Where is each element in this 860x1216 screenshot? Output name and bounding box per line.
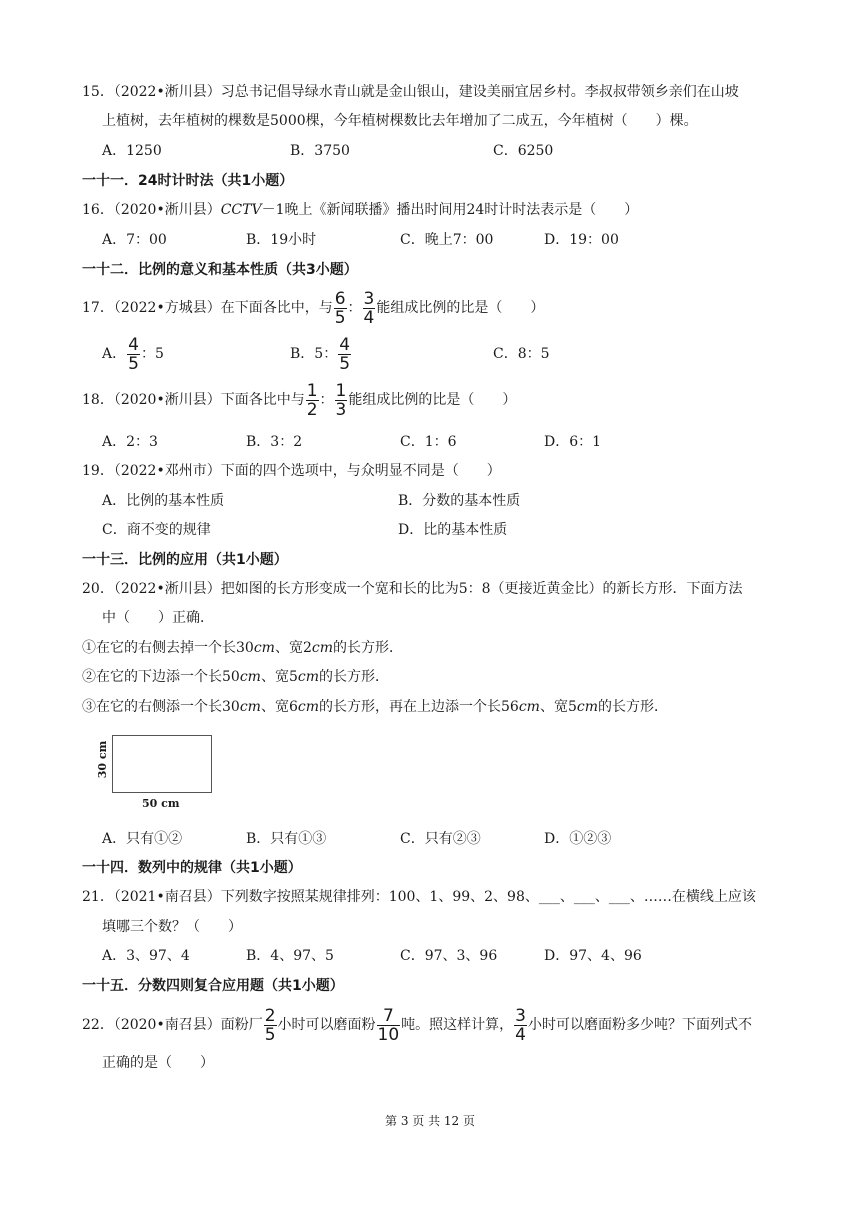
q18-option-b: B．3：2 bbox=[246, 434, 303, 450]
q20-line2: 中（ ）正确． bbox=[102, 610, 214, 626]
q15-line1: 15．（2022•淅川县）习总书记倡导绿水青山就是金山银山，建设美丽宜居乡村。李叔叔带领乡亲们在山坡 bbox=[82, 84, 739, 100]
q16-cctv: CCTV bbox=[220, 202, 262, 218]
q18-option-d: D．6：1 bbox=[544, 434, 602, 450]
q15-option-b: B．3750 bbox=[290, 143, 350, 159]
q17-option-b-fraction: $\frac{4}{5}$ bbox=[339, 334, 351, 374]
q16-stem bbox=[82, 200, 638, 220]
q20-option-b: B．只有①③ bbox=[246, 831, 327, 847]
section-heading-11: 一十一．24时计时法（共1小题） bbox=[82, 173, 294, 189]
q19-option-d: D．比的基本性质 bbox=[398, 522, 508, 538]
q22-fraction-2: $\frac{7}{10}$ bbox=[377, 1005, 400, 1045]
q21-line1: 21．（2021•南召县）下列数字按照某规律排列：100、1、99、2、98、___、___、___、……在横线上应该 bbox=[82, 889, 756, 905]
q15-line2: 上植树，去年植树的棵数是5000棵，今年植树棵数比去年增加了二成五，今年植树（ ）棵。 bbox=[102, 113, 698, 129]
q17-option-a: A． $\frac{4}{5}$ ：5 bbox=[102, 334, 164, 374]
q20-option-c: C．只有②③ bbox=[400, 831, 481, 847]
q20-line1: 20．（2022•淅川县）把如图的长方形变成一个宽和长的比为5：8（更接近黄金比）的新长方形．下面方法 bbox=[82, 581, 743, 597]
q18-stem bbox=[82, 380, 516, 420]
q19-stem: 19．（2022•邓州市）下面的四个选项中，与众明显不同是（ ） bbox=[82, 463, 501, 479]
q16-option-a: A．7：00 bbox=[102, 232, 167, 248]
q16-prefix: 16．（2020•淅川县） bbox=[82, 202, 221, 218]
q17-option-b: B．5： $\frac{4}{5}$ bbox=[290, 334, 351, 374]
q17-prefix: 17．（2022•方城县）在下面各比中，与 bbox=[82, 300, 333, 316]
q22-fraction-3: $\frac{3}{4}$ bbox=[515, 1005, 526, 1045]
q20-option-d: D．①②③ bbox=[544, 831, 612, 847]
q21-option-b: B．4、97、5 bbox=[246, 948, 334, 964]
q17-fraction-1: $\frac{6}{5}$ bbox=[334, 288, 346, 328]
section-heading-12: 一十二．比例的意义和基本性质（共3小题） bbox=[82, 262, 358, 278]
q18-option-a: A．2：3 bbox=[102, 434, 158, 450]
q18-colon: ： bbox=[319, 392, 334, 408]
q19-option-a: A．比例的基本性质 bbox=[102, 493, 225, 509]
q17-fraction-2: $\frac{3}{4}$ bbox=[363, 288, 375, 328]
q18-fraction-1: $\frac{1}{2}$ bbox=[306, 380, 318, 420]
section-heading-14: 一十四．数列中的规律（共1小题） bbox=[82, 860, 302, 876]
q22-stem: 22．（2020•南召县）面粉厂 $\frac{2}{5}$ 小时可以磨面粉 $\frac{7}{10}$ 吨。照这样计算， $\frac{3}{4}$ 小时可以磨面粉多少吨？下面列式不 bbox=[82, 1005, 752, 1045]
q18-fraction-2: $\frac{1}{3}$ bbox=[335, 380, 347, 420]
q16-rest: －1晚上《新闻联播》播出时间用24时计时法表示是（ ） bbox=[261, 202, 639, 218]
q21-option-a: A．3、97、4 bbox=[102, 948, 190, 964]
q17-option-c: C．8：5 bbox=[493, 346, 550, 362]
q21-line2: 填哪三个数？（ ） bbox=[102, 919, 242, 935]
q22-line2: 正确的是（ ） bbox=[102, 1055, 214, 1071]
q20-method-1: ①在它的右侧去掉一个长30cm、宽2cm的长方形． bbox=[82, 640, 403, 656]
q17-colon: ： bbox=[347, 300, 362, 316]
q21-option-c: C．97、3、96 bbox=[400, 948, 498, 964]
q20-method-2: ②在它的下边添一个长50cm、宽5cm的长方形． bbox=[82, 669, 389, 685]
q20-rectangle-figure bbox=[88, 723, 218, 813]
q20-option-a: A．只有①② bbox=[102, 831, 183, 847]
q17-option-a-fraction: $\frac{4}{5}$ bbox=[128, 334, 139, 374]
q17-suffix: 能组成比例的比是（ ） bbox=[376, 300, 545, 316]
section-heading-15: 一十五．分数四则复合应用题（共1小题） bbox=[82, 978, 344, 994]
q20-method-3: ③在它的右侧添一个长30cm、宽6cm的长方形，再在上边添一个长56cm、宽5cm的长方形． bbox=[82, 699, 668, 715]
q15-option-c: C．6250 bbox=[493, 143, 554, 159]
q20-rectangle bbox=[112, 735, 212, 793]
q22-fraction-1: $\frac{2}{5}$ bbox=[264, 1005, 276, 1045]
q16-option-d: D．19：00 bbox=[544, 232, 619, 248]
q18-option-c: C．1：6 bbox=[400, 434, 457, 450]
q15-option-a: A．1250 bbox=[102, 143, 162, 159]
q19-option-c: C．商不变的规律 bbox=[102, 522, 211, 538]
q18-prefix: 18．（2020•淅川县）下面各比中与 bbox=[82, 392, 305, 408]
q20-figure-length-label: 50 cm bbox=[142, 797, 180, 810]
q18-suffix: 能组成比例的比是（ ） bbox=[348, 392, 517, 408]
q17-stem bbox=[82, 288, 544, 328]
section-heading-13: 一十三．比例的应用（共1小题） bbox=[82, 552, 288, 568]
page-footer: 第 3 页 共 12 页 bbox=[385, 1114, 475, 1128]
q21-option-d: D．97、4、96 bbox=[544, 948, 642, 964]
q19-option-b: B．分数的基本性质 bbox=[398, 493, 521, 509]
q16-option-b: B．19小时 bbox=[246, 232, 317, 248]
q16-option-c: C．晚上7：00 bbox=[400, 232, 494, 248]
q20-figure-width-label: 30 cm bbox=[96, 740, 110, 779]
